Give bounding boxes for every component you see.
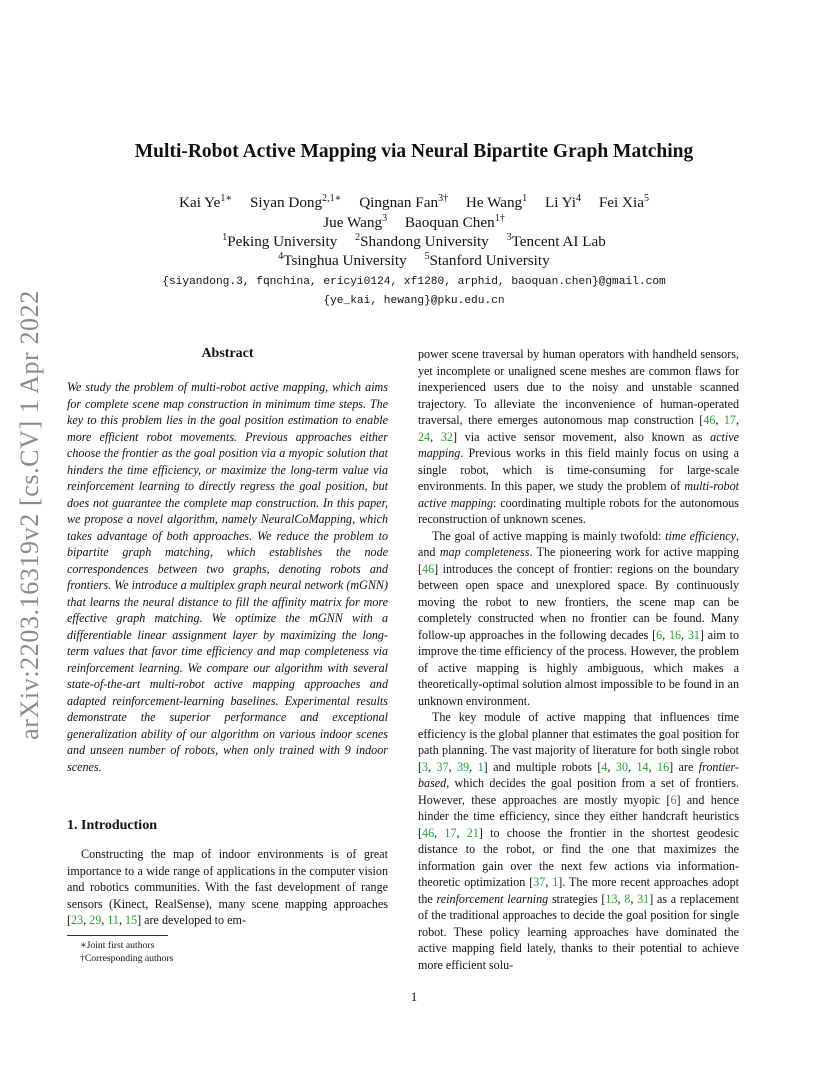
footnote-divider [67,935,168,936]
arxiv-stamp [4,280,56,750]
citation-link[interactable]: 46 [422,825,435,840]
citation-link[interactable]: 11 [107,913,119,927]
citation-link[interactable]: 14 [636,759,649,774]
email-line-2: {ye_kai, hewang}@pku.edu.cn [323,295,505,307]
paragraph: The goal of active mapping is mainly twofold: time efficiency, and map completeness. The pioneering work for active mapping [46] introduces the concept of frontier: regions on the boundary between open space and unexplored space. By continuously moving the robot to new frontiers, the scene map can be completely constructed when no frontier can be found. Many follow-up approaches in the following decades [6, 16, 31] aim to improve the time efficiency of the process. However, the problem of active mapping is highly ambiguous, which makes a theoretically-optimal solution almost impossible to be found in an unknown environment. [418,528,740,708]
citation-link[interactable]: 21 [466,825,479,840]
author-name: Fei Xia$^5$ [598,193,649,211]
citation-link[interactable]: 46 [703,413,716,427]
citation-link[interactable]: 3 [422,759,429,774]
footnote-corresponding: †Corresponding authors [80,953,174,964]
citation-link[interactable]: 8 [624,891,631,906]
author-name: Baoquan Chen$^{1\dagger}$ [404,213,505,231]
citation-link[interactable]: 23 [71,913,84,927]
author-name: Kai $Ye^{1∗}$ [179,193,233,211]
email-line-1: {siyandong.3, fqnchina, ericyi0124, xf1280, arphid, baoquan.chen}@gmail.com [162,276,666,288]
citation-link[interactable]: 39 [457,759,470,774]
author-name: He Wang$^1$ [465,193,528,211]
citation-link[interactable]: 6 [670,792,677,807]
affiliation-line-2 [60,251,768,271]
affiliation-line-1 [60,232,768,252]
affiliation: $^2$Shandong University [355,232,489,250]
paragraph: The key module of active mapping that influences time efficiency is the global planner that estimates the goal position for path planning. The vast majority of literature for both single robot [3, 37, 39, 1] and multiple robots [4, 30, 14, 16] are frontier-based, which decides the goal position from a set of frontiers. However, these approaches are mostly myopic [6] and hence hinder the time efficiency, since they either handcraft heuristics [46, 17, 21] to choose the frontier in the shortest geodesic distance to the robot, or find the one that maximizes the information gain over the next few actions via information-theoretic optimization [37, 1]. The more recent approaches adopt the reinforcement learning strategies [13, 8, 31] as a replacement of the traditional approaches to decide the goal position for single robot. These policy learning approaches have dominated the active mapping field lately, thanks to their potential to achieve more efficient solu- [418,710,740,972]
citation-link[interactable]: 16 [657,759,670,774]
citation-link[interactable]: 1 [477,759,484,774]
citation-link[interactable]: 30 [615,759,629,774]
citation-link[interactable]: 13 [605,891,618,906]
introduction-body [67,846,388,929]
footnote-joint-first: ∗Joint first authors [80,940,155,951]
arxiv-id: arXiv:2203.16319v2 [cs.CV] 1 Apr 2022 [15,290,44,740]
citation-link[interactable]: 46 [422,561,435,576]
citation-link[interactable]: 17 [723,413,736,427]
abstract-text: We study the problem of multi-robot active mapping, which aims for complete scene map construction in minimum time steps. The key to this problem lies in the goal position estimation to enable more efficient robot movements. Previous approaches either choose the frontier as the goal position via a myopic solution that hinders the time efficiency, or maximize the long-term value via reinforcement learning to directly regress the goal position, but does not guarantee the complete map construction. In this paper, we propose a novel algorithm, namely NeuralCoMapping, which takes advantage of both approaches. We reduce the problem to bipartite graph matching, which establishes the node correspondences between two graphs, denoting robots and frontiers. We introduce a multiplex graph neural network (mGNN) that learns the neural distance to fill the affinity matrix for more effective graph matching. We optimize the mGNN with a differentiable linear assignment layer by maximizing the long-term values that favor time efficiency and map completeness via reinforcement learning. We compare our algorithm with several state-of-the-art multi-robot active mapping approaches and adapted reinforcement-learning baselines. Experimental results demonstrate the superior performance and exceptional generalization ability of our algorithm on various indoor scenes and unseen number of robots, when only trained with 9 indoor scenes. [67,380,388,774]
affiliation: $^4$Tsinghua University [278,251,407,269]
author-line-1 [60,193,768,213]
citation-link[interactable]: 37 [436,759,449,774]
citation-link[interactable]: 31 [637,891,650,906]
affiliation: $^3$Tencent AI Lab [506,232,606,250]
intro-paragraph: Constructing the map of indoor environments is of great importance to a wide range of applications in the computer vision and robotics communities. With the fast development of range sensors (Kinect, RealSense), many scene mapping approaches [23, 29, 11, 15] are developed to em- [67,847,388,927]
citation-link[interactable]: 4 [601,759,608,774]
abstract-body [67,379,388,775]
citation-link[interactable]: 17 [444,825,457,840]
paper-title: Multi-Robot Active Mapping via Neural Bipartite Graph Matching [134,141,694,162]
page-number: 1 [410,990,418,1004]
citation-link[interactable]: 1 [552,875,559,889]
citation-link[interactable]: 32 [440,429,453,444]
citation-link[interactable]: 31 [687,627,700,642]
author-name: Qingnan Fan$^{3\dagger}$ [359,193,449,211]
affiliation: $^1$Peking University [222,232,338,250]
affiliation: $^5$Stanford University [424,251,550,269]
author-line-2 [60,213,768,233]
citation-link[interactable]: 29 [89,913,102,927]
citation-link[interactable]: 16 [668,627,682,642]
author-name: Siyan Dong$^{2,1∗}$ [249,193,342,211]
paragraph: power scene traversal by human operators with handheld sensors, yet incomplete or unaligned scene meshes are common flaws for inexperienced users due to the noisy and unstable scanned trajectory. To alleviate the inconvenience of human-operated traversal, there emerges autonomous map construction [46, 17, 24, 32] via active sensor movement, also known as active mapping. Previous works in this field mainly focus on using a single robot, which is time-consuming for large-scale environments. In this paper, we study the problem of multi-robot active mapping: coordinating multiple robots for the autonomous reconstruction of unknown scenes. [418,347,740,526]
author-name: Jue Wang$^3$ [323,213,388,231]
citation-link[interactable]: 24 [418,429,431,444]
citation-link[interactable]: 6 [656,627,663,642]
citation-link[interactable]: 37 [533,875,546,889]
right-column-body [418,346,739,973]
section-heading-introduction: 1. Introduction [67,818,157,833]
author-name: Li Yi$^4$ [544,193,582,211]
citation-link[interactable]: 15 [125,913,138,927]
abstract-heading: Abstract [201,346,254,361]
